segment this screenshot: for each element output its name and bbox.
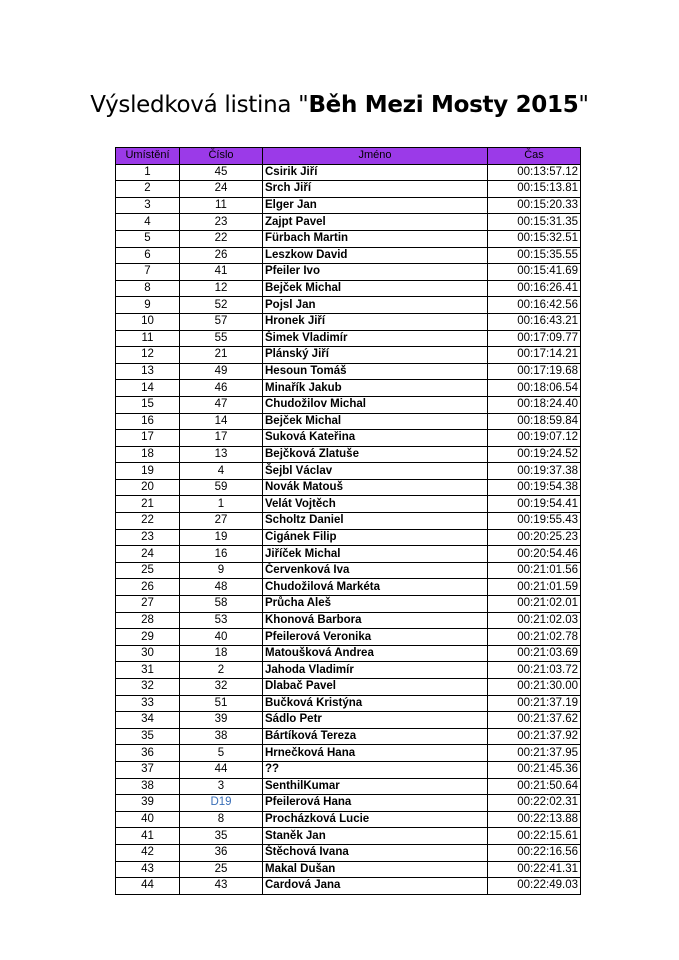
cell-rank: 42 [116,844,180,861]
cell-time: 00:22:02.31 [488,795,581,812]
cell-time: 00:15:32.51 [488,230,581,247]
cell-time: 00:21:37.92 [488,728,581,745]
cell-name: Suková Kateřina [263,430,488,447]
cell-name: ?? [263,761,488,778]
cell-number: 26 [180,247,263,264]
cell-number: D19 [180,795,263,812]
table-row [116,579,581,596]
cell-number: 9 [180,562,263,579]
table-row [116,778,581,795]
results-table-header [116,148,581,165]
cell-rank: 9 [116,297,180,314]
cell-rank: 2 [116,181,180,198]
results-table-body [116,164,581,894]
cell-time: 00:16:42.56 [488,297,581,314]
table-row [116,380,581,397]
cell-time: 00:15:20.33 [488,197,581,214]
cell-name: Bejček Michal [263,280,488,297]
cell-rank: 1 [116,164,180,181]
table-row [116,264,581,281]
cell-time: 00:21:01.56 [488,562,581,579]
cell-rank: 29 [116,629,180,646]
cell-number: 52 [180,297,263,314]
cell-name: Hrnečková Hana [263,745,488,762]
cell-rank: 25 [116,562,180,579]
cell-time: 00:19:55.43 [488,513,581,530]
cell-number: 57 [180,313,263,330]
cell-rank: 37 [116,761,180,778]
cell-name: Minařík Jakub [263,380,488,397]
cell-rank: 20 [116,479,180,496]
cell-rank: 27 [116,596,180,613]
cell-name: Dlabač Pavel [263,679,488,696]
cell-name: Makal Dušan [263,861,488,878]
table-row [116,745,581,762]
cell-name: Leszkow David [263,247,488,264]
cell-number: 4 [180,463,263,480]
cell-rank: 26 [116,579,180,596]
cell-rank: 23 [116,529,180,546]
cell-time: 00:21:37.62 [488,712,581,729]
cell-number: 25 [180,861,263,878]
cell-name: Štěchová Ivana [263,844,488,861]
cell-time: 00:13:57.12 [488,164,581,181]
cell-time: 00:18:24.40 [488,396,581,413]
cell-number: 58 [180,596,263,613]
cell-number: 11 [180,197,263,214]
cell-rank: 28 [116,612,180,629]
cell-name: Cigánek Filip [263,529,488,546]
cell-time: 00:22:41.31 [488,861,581,878]
title-event-name: Běh Mezi Mosty 2015 [308,92,579,118]
table-row [116,513,581,530]
cell-time: 00:22:15.61 [488,828,581,845]
cell-name: Bejček Michal [263,413,488,430]
cell-time: 00:21:37.95 [488,745,581,762]
table-row [116,712,581,729]
table-row [116,529,581,546]
table-row [116,479,581,496]
cell-rank: 31 [116,662,180,679]
cell-name: Jiříček Michal [263,546,488,563]
table-row [116,828,581,845]
header-time: Čas [488,148,581,165]
table-row [116,396,581,413]
cell-name: Červenková Iva [263,562,488,579]
cell-number: 46 [180,380,263,397]
header-number: Číslo [180,148,263,165]
cell-rank: 21 [116,496,180,513]
cell-name: Elger Jan [263,197,488,214]
cell-rank: 36 [116,745,180,762]
cell-name: Průcha Aleš [263,596,488,613]
title-suffix: " [578,92,589,118]
cell-number: 18 [180,645,263,662]
cell-name: Matoušková Andrea [263,645,488,662]
cell-name: Chudožilová Markéta [263,579,488,596]
cell-rank: 41 [116,828,180,845]
cell-time: 00:21:03.72 [488,662,581,679]
cell-time: 00:16:26.41 [488,280,581,297]
cell-name: Chudožilov Michal [263,396,488,413]
cell-time: 00:19:24.52 [488,446,581,463]
cell-number: 49 [180,363,263,380]
cell-name: Bejčková Zlatuše [263,446,488,463]
cell-name: Staněk Jan [263,828,488,845]
cell-rank: 18 [116,446,180,463]
cell-name: Šejbl Václav [263,463,488,480]
cell-rank: 35 [116,728,180,745]
cell-number: 45 [180,164,263,181]
title-prefix: Výsledková listina " [90,92,309,118]
cell-number: 40 [180,629,263,646]
cell-rank: 13 [116,363,180,380]
cell-rank: 43 [116,861,180,878]
results-table [115,147,581,895]
cell-rank: 17 [116,430,180,447]
cell-number: 16 [180,546,263,563]
cell-rank: 4 [116,214,180,231]
table-row [116,297,581,314]
cell-number: 22 [180,230,263,247]
cell-name: Novák Matouš [263,479,488,496]
table-row [116,728,581,745]
table-row [116,430,581,447]
cell-number: 44 [180,761,263,778]
cell-rank: 14 [116,380,180,397]
table-row [116,496,581,513]
cell-name: Pfeilerová Veronika [263,629,488,646]
cell-time: 00:20:54.46 [488,546,581,563]
table-row [116,861,581,878]
cell-time: 00:22:49.03 [488,878,581,895]
cell-rank: 8 [116,280,180,297]
cell-name: Scholtz Daniel [263,513,488,530]
table-row [116,679,581,696]
cell-time: 00:21:01.59 [488,579,581,596]
cell-number: 32 [180,679,263,696]
cell-number: 47 [180,396,263,413]
table-row [116,662,581,679]
cell-time: 00:15:35.55 [488,247,581,264]
cell-number: 55 [180,330,263,347]
cell-name: Bučková Kristýna [263,695,488,712]
cell-time: 00:18:06.54 [488,380,581,397]
cell-number: 24 [180,181,263,198]
cell-number: 5 [180,745,263,762]
cell-rank: 38 [116,778,180,795]
header-rank: Umístění [116,148,180,165]
table-row [116,197,581,214]
table-row [116,546,581,563]
cell-rank: 6 [116,247,180,264]
cell-name: Pojsl Jan [263,297,488,314]
cell-number: 8 [180,811,263,828]
cell-time: 00:22:16.56 [488,844,581,861]
cell-number: 3 [180,778,263,795]
cell-time: 00:21:02.78 [488,629,581,646]
cell-name: Csirik Jiří [263,164,488,181]
cell-number: 35 [180,828,263,845]
cell-number: 1 [180,496,263,513]
table-row [116,181,581,198]
table-row [116,463,581,480]
table-row [116,230,581,247]
cell-name: Srch Jiří [263,181,488,198]
table-row [116,214,581,231]
cell-number: 59 [180,479,263,496]
table-row [116,811,581,828]
cell-number: 36 [180,844,263,861]
cell-rank: 19 [116,463,180,480]
table-row [116,330,581,347]
cell-time: 00:17:09.77 [488,330,581,347]
cell-rank: 11 [116,330,180,347]
cell-time: 00:21:45.36 [488,761,581,778]
cell-number: 19 [180,529,263,546]
cell-rank: 5 [116,230,180,247]
cell-number: 21 [180,347,263,364]
cell-name: Fürbach Martin [263,230,488,247]
table-row [116,562,581,579]
cell-time: 00:16:43.21 [488,313,581,330]
table-row [116,761,581,778]
table-row [116,878,581,895]
header-name: Jméno [263,148,488,165]
table-row [116,413,581,430]
cell-rank: 10 [116,313,180,330]
cell-number: 39 [180,712,263,729]
cell-number: 53 [180,612,263,629]
table-row [116,347,581,364]
table-row [116,695,581,712]
cell-number: 17 [180,430,263,447]
cell-time: 00:18:59.84 [488,413,581,430]
cell-time: 00:22:13.88 [488,811,581,828]
cell-number: 2 [180,662,263,679]
cell-number: 14 [180,413,263,430]
cell-name: Šimek Vladimír [263,330,488,347]
cell-time: 00:15:31.35 [488,214,581,231]
cell-name: Bártíková Tereza [263,728,488,745]
table-row [116,280,581,297]
table-row [116,596,581,613]
cell-name: Pfeiler Ivo [263,264,488,281]
table-row [116,795,581,812]
cell-time: 00:21:37.19 [488,695,581,712]
cell-name: Procházková Lucie [263,811,488,828]
cell-name: Pfeilerová Hana [263,795,488,812]
page-title [0,92,679,118]
cell-time: 00:19:54.41 [488,496,581,513]
cell-rank: 44 [116,878,180,895]
cell-number: 12 [180,280,263,297]
table-row [116,247,581,264]
cell-rank: 16 [116,413,180,430]
cell-rank: 12 [116,347,180,364]
table-row [116,363,581,380]
cell-time: 00:19:07.12 [488,430,581,447]
cell-rank: 22 [116,513,180,530]
cell-time: 00:15:41.69 [488,264,581,281]
cell-name: Cardová Jana [263,878,488,895]
cell-name: Khonová Barbora [263,612,488,629]
cell-name: Sádlo Petr [263,712,488,729]
cell-time: 00:17:14.21 [488,347,581,364]
cell-rank: 33 [116,695,180,712]
cell-number: 48 [180,579,263,596]
table-row [116,645,581,662]
cell-number: 51 [180,695,263,712]
cell-time: 00:20:25.23 [488,529,581,546]
cell-time: 00:21:03.69 [488,645,581,662]
table-row [116,629,581,646]
cell-time: 00:21:02.03 [488,612,581,629]
cell-name: Plánský Jiří [263,347,488,364]
header-row [116,148,581,165]
cell-rank: 15 [116,396,180,413]
cell-time: 00:19:54.38 [488,479,581,496]
cell-rank: 40 [116,811,180,828]
cell-time: 00:19:37.38 [488,463,581,480]
table-row [116,313,581,330]
table-row [116,844,581,861]
cell-number: 23 [180,214,263,231]
cell-name: Hesoun Tomáš [263,363,488,380]
table-row [116,446,581,463]
cell-rank: 7 [116,264,180,281]
cell-rank: 39 [116,795,180,812]
cell-number: 41 [180,264,263,281]
table-row [116,164,581,181]
table-row [116,612,581,629]
cell-time: 00:17:19.68 [488,363,581,380]
cell-rank: 30 [116,645,180,662]
cell-time: 00:21:30.00 [488,679,581,696]
cell-time: 00:15:13.81 [488,181,581,198]
cell-number: 38 [180,728,263,745]
cell-time: 00:21:50.64 [488,778,581,795]
cell-rank: 32 [116,679,180,696]
cell-time: 00:21:02.01 [488,596,581,613]
cell-rank: 24 [116,546,180,563]
cell-name: Zajpt Pavel [263,214,488,231]
cell-number: 13 [180,446,263,463]
cell-rank: 34 [116,712,180,729]
cell-name: Velát Vojtěch [263,496,488,513]
cell-name: Hronek Jiří [263,313,488,330]
cell-name: SenthilKumar [263,778,488,795]
cell-name: Jahoda Vladimír [263,662,488,679]
cell-rank: 3 [116,197,180,214]
cell-number: 27 [180,513,263,530]
cell-number: 43 [180,878,263,895]
